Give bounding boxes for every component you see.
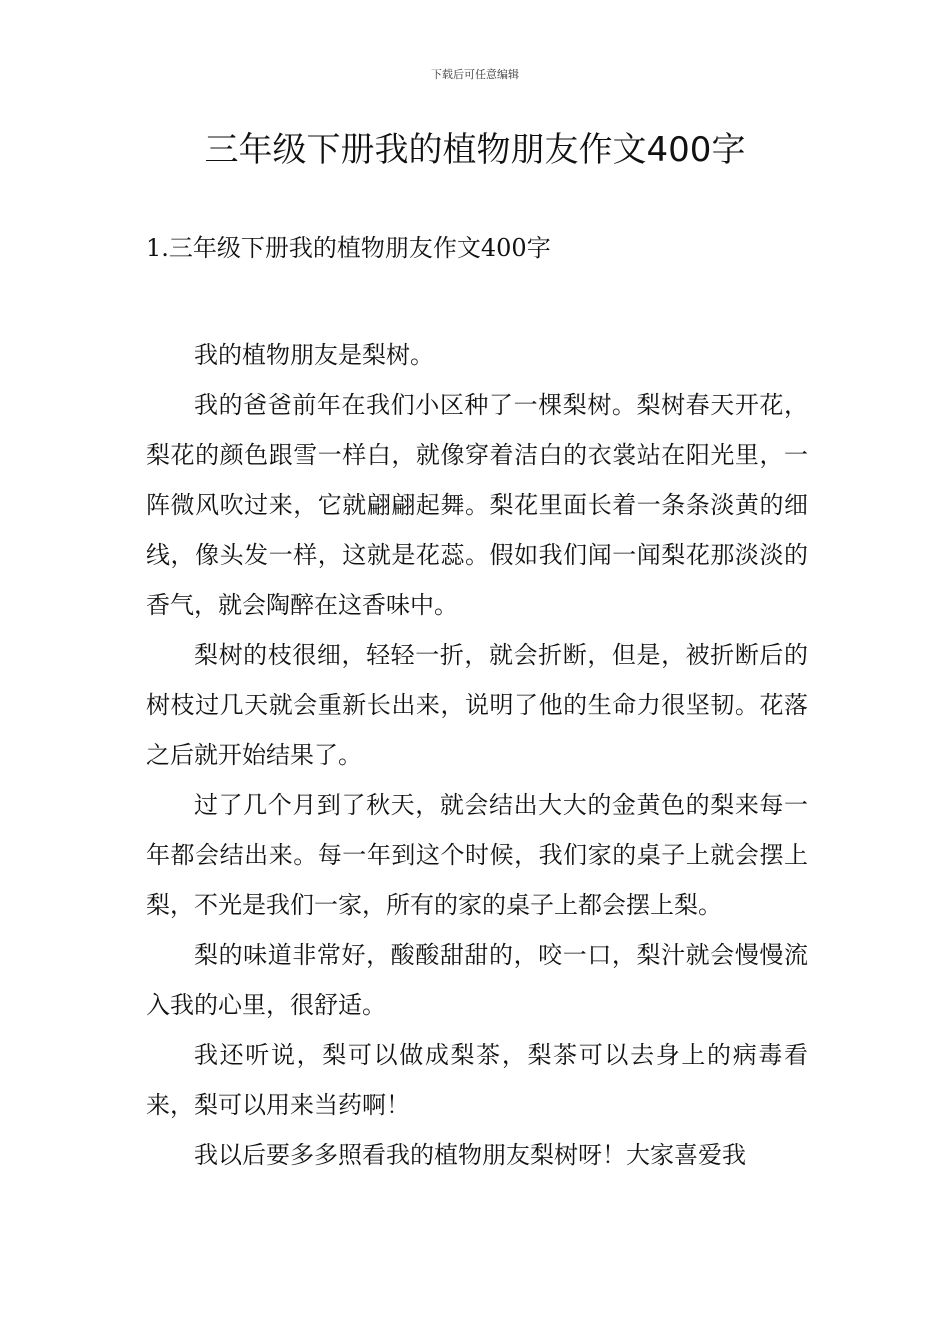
paragraph-1: 我的植物朋友是梨树。 — [194, 341, 434, 369]
essay-body — [146, 330, 808, 1180]
paragraph-5: 梨的味道非常好，酸酸甜甜的，咬一口，梨汁就会慢慢流入我的心里，很舒适。 — [146, 941, 808, 1019]
paragraph-2: 我的爸爸前年在我们小区种了一棵梨树。梨树春天开花，梨花的颜色跟雪一样白，就像穿着洁白的衣裳站在阳光里，一阵微风吹过来，它就翩翩起舞。梨花里面长着一条条淡黄的细线，像头发一样，这就是花蕊。假如我们闻一闻梨花那淡淡的香气，就会陶醉在这香味中。 — [146, 391, 808, 619]
paragraph-6: 我还听说，梨可以做成梨茶，梨茶可以去身上的病毒看来，梨可以用来当药啊！ — [146, 1041, 808, 1119]
header-note: 下载后可任意编辑 — [431, 68, 519, 81]
paragraph-7: 我以后要多多照看我的植物朋友梨树呀！大家喜爱我 — [194, 1141, 746, 1169]
section-heading: 1.三年级下册我的植物朋友作文400字 — [146, 234, 551, 262]
paragraph-4: 过了几个月到了秋天，就会结出大大的金黄色的梨来每一年都会结出来。每一年到这个时候，我们家的桌子上就会摆上梨，不光是我们一家，所有的家的桌子上都会摆上梨。 — [146, 791, 808, 919]
paragraph-3: 梨树的枝很细，轻轻一折，就会折断，但是，被折断后的树枝过几天就会重新长出来，说明了他的生命力很坚韧。花落之后就开始结果了。 — [146, 641, 808, 769]
document-title: 三年级下册我的植物朋友作文400字 — [204, 130, 746, 170]
